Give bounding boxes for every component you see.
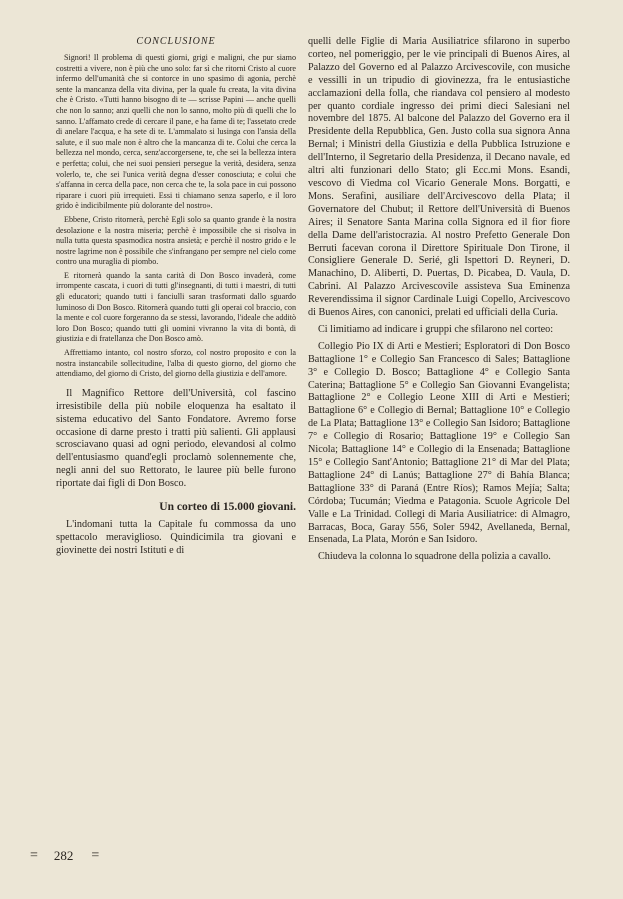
footer-ornament-right: = <box>91 848 98 863</box>
conclusion-paragraph-2: Ebbene, Cristo ritornerà, perchè Egli solo sa quanto grande è la nostra desolazione e la nostra miseria; perchè è impossibile che si risolva in nulla tutta questa spasmodica nostra ansietà; e perchè il nostro grido e le nostre lagrime non è possibile che s'infrangano per sempre nel cielo come contro una muraglia di piombo. <box>56 214 296 267</box>
section-subheading: Un corteo di 15.000 giovani. <box>159 501 296 514</box>
right-column <box>308 36 570 568</box>
rector-paragraph: Il Magnifico Rettore dell'Università, col fascino irresistibile della più nobile eloquenza ha esaltato il sistema educativo del Santo Fondatore. Avremo forse occasione di darne presto i tratti più salienti. Gli applausi scrosciavano quasi ad ogni periodo, elevandosi al colmo dell'entusiasmo quand'egli proclamò solennemente che, negli anni del suo Rettorato, le lauree più belle furono riportate dai figli di Don Bosco. <box>56 387 296 490</box>
page-footer <box>30 848 190 864</box>
conclusion-paragraph-3: E ritornerà quando la santa carità di Don Bosco invaderà, come irrompente cascata, i cuori di tutti gl'insegnanti, di tutti i maestri, di tutti gli educatori; quando tutti i fanciulli saran trasformati dallo sguardo luminoso di Don Bosco. Ritornerà quando tutti gli operai col braccio, con la mente e col cuore forgeranno da se stessi, lavorando, l'ideale che additò loro Don Bosco; quando tutti gli uomini vivranno la vita di bontà, di giustizia e di fratellanza che Don Bosco amò. <box>56 270 296 344</box>
page-number: 282 <box>53 848 74 863</box>
left-column <box>56 36 296 562</box>
closing-paragraph: Chiudeva la colonna lo squadrone della polizia a cavallo. <box>318 551 551 563</box>
procession-intro-paragraph: L'indomani tutta la Capitale fu commossa da uno spettacolo meraviglioso. Quindicimila tra giovani e giovinette dei nostri Istituti e di <box>56 519 296 556</box>
groups-intro-paragraph: Ci limitiamo ad indicare i gruppi che sfilarono nel corteo: <box>318 323 554 335</box>
conclusion-paragraph-4: Affrettiamo intanto, col nostro sforzo, col nostro proposito e con la nostra instancabile sollecitudine, l'alba di questo giorno, del giorno che attendiamo, del giorno di Cristo, del giorno della giustizia e dell'amore. <box>56 348 296 379</box>
section-title: CONCLUSIONE <box>136 36 216 47</box>
groups-list-paragraph: Collegio Pio IX di Arti e Mestieri; Esploratori di Don Bosco Battaglione 1° e Collegio San Francesco di Sales; Battaglione 3° e Collegio D. Bosco; Battaglione 4° e Collegio Santa Caterina; Battaglione 5° e Collegio San Giovanni Evangelista; Battaglione 2° e Collegio Leone XIII di Arti e Mestieri; Battaglione 6° e Collegio di Bernal; Battaglione 10° e Collegio de La Plata; Battaglione 13° e Collegio San Isidoro; Battaglione 7° e Collegio di Rosario; Battaglione 19° e Collegio San Nicola; Battaglione 14° e Collegio di la Ensenada; Battaglione 15° e Collegio Sant'Antonio; Battaglione 21° di Mar del Plata; Battaglione 24° di Lanús; Battaglione 27° di Bahía Blanca; Battaglione 33° di Paraná (Entre Ríos); Ramos Mejía; Salta; Córdoba; Tucumán; Viedma e Patagonia. Scuole Agricole Del Valle e La Trinidad. Collegi di Maria Ausiliatrice: di Almagro, Barracas, Boca, Garay 556, Soler 5942, Avellaneda, Bernal, Ensenada, La Plata, Morón e San Isidoro. <box>308 340 570 546</box>
conclusion-paragraph-1: Signori! Il problema di questi giorni, grigi e maligni, che pur siamo costretti a vivere, non è più che uno solo: far sì che ritorni Cristo al cuore infermo dell'umanità che si contorce in uno spasimo di agonia, perchè sente la mancanza della vita divina, per la quale fu creata, la vita divina che è Cristo. «Tutti hanno bisogno di te — scrisse Papini — anche quelli che non lo sanno; anzi quelli che non lo sanno, molto più di quelli che lo sanno. L'affamato crede di cercare il pane, e ha fame di te; l'assetato crede di anelare l'acqua, e ha sete di te. L'ammalato si lusinga con l'ansia della salute, e il suo male non è altro che la mancanza di te. Colui che cerca la bellezza nel mondo, cerca, senz'accorgersene, te, che sei la bellezza intera e perfetta; colui, che nei suoi pensieri persegue la verità, desidera, senza volerlo, te, che sei l'unica verità degna d'esser conosciuta; e colui che s'affanna in cerca della pace, non cerca che te, la sola pace in cui possono riparare i cuori più irrequieti. Essi ti chiamano senza saperlo, e il loro grido è indicibilmente più dolorante del nostro». <box>56 53 296 211</box>
procession-paragraph: quelli delle Figlie di Maria Ausiliatrice sfilarono in superbo corteo, nel pomeriggio, per le vie principali di Buenos Aires, al Palazzo del Governo ed al Palazzo Arcivescovile, con musiche e vessilli in un tripudio di giovinezza, fra le entusiastiche acclamazioni della folla, che riandava col pensiero al modesto per quanto cordiale ingresso dei primi dieci Salesiani nel novembre del 1875. Al balcone del Palazzo del Governo era il Presidente della Repubblica, Gen. Justo colla sua signora Anna Bernal; i Ministri della Giustizia e della Pubblica Istruzione e dell'Interno, il Segretario della Presidenza, il Decano navale, ed altri alti funzionari dello Stato; gli Ecc.mi Mons. Esandi, vescovo di Viedma col Vicario Generale Mons. Borgatti, e Mons. Serafini, ausiliare dell'Arcivescovo della Plata; il Governatore del Chubut; il Rettore dell'Università di Buenos Aires; il Senatore Santa Marina colla Signora ed il fior fiore della Dame dell'aristocrazia. Al nostro Prefetto Generale Don Berruti facevan corona il Direttore Spirituale Don Tirone, il Consigliere Generale D. Serié, gli Ispettori D. Reyneri, D. Manachino, D. Aliberti, D. Puertas, D. Picabea, D. Vaula, D. Cabrini. Al Palazzo Arcivescovile assisteva Sua Eminenza Reverendissima il signor Cardinale Luigi Copello, Arcivescovo di Buenos Aires, con canonici, prelati ed ufficiali della Curia. <box>308 36 570 319</box>
footer-ornament-left: = <box>30 848 36 863</box>
